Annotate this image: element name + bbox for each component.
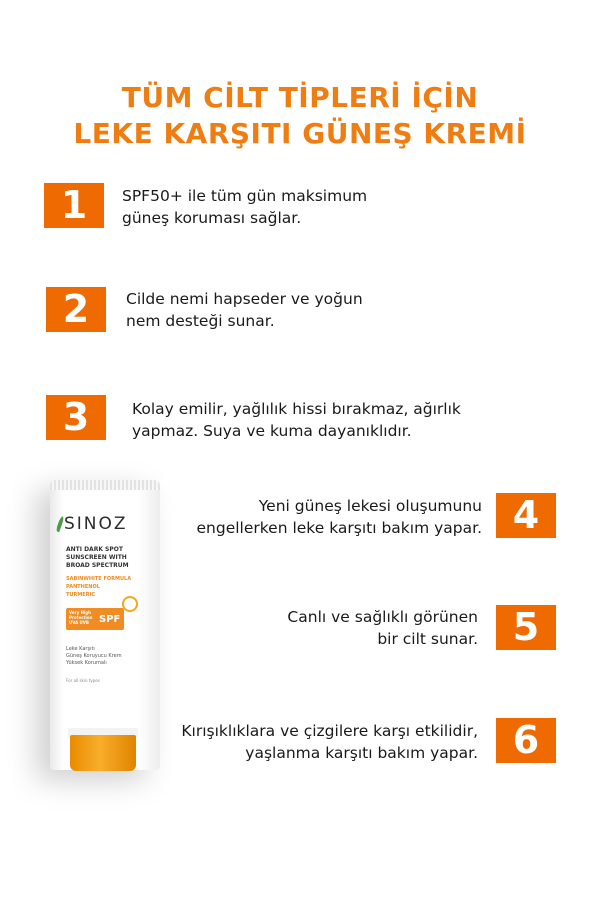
feature-text-1: [122, 185, 367, 229]
feature-5-line-2: bir cilt sunar.: [377, 630, 478, 648]
tube-cap: [70, 735, 136, 771]
feature-6-line-2: yaşlanma karşıtı bakım yapar.: [245, 744, 478, 762]
tube-crimp: [50, 480, 160, 490]
feature-number-badge-1: 1: [44, 183, 104, 228]
feature-text-5: [287, 606, 478, 650]
feature-number-badge-6: 6: [496, 718, 556, 763]
feature-2-line-1: Cilde nemi hapseder ve yoğun: [126, 290, 363, 308]
product-tr-line-1: Leke Karşıtı: [66, 646, 95, 652]
sun-icon: [122, 596, 138, 612]
product-skin-note: For all skin types: [66, 678, 100, 683]
feature-3-line-2: yapmaz. Suya ve kuma dayanıklıdır.: [132, 422, 412, 440]
product-formula-line-2: PANTHENOL: [66, 584, 100, 590]
product-formula-line-3: TURMERIC: [66, 592, 96, 598]
product-tube-image: [50, 480, 160, 770]
product-brand: SINOZ: [64, 514, 128, 534]
feature-text-4: [197, 495, 483, 539]
feature-2-line-2: nem desteği sunar.: [126, 312, 275, 330]
protection-line-2: Protection: [69, 615, 93, 620]
feature-text-3: [132, 398, 461, 442]
feature-number-badge-2: 2: [46, 287, 106, 332]
protection-line-3: UVA UVB: [69, 620, 89, 625]
title-line-2: LEKE KARŞITI GÜNEŞ KREMİ: [73, 117, 527, 150]
feature-4-line-2: engellerken leke karşıtı bakım yapar.: [196, 519, 482, 537]
feature-1-line-1: SPF50+ ile tüm gün maksimum: [122, 187, 368, 205]
spf-value: SPF 50+: [99, 614, 122, 645]
product-desc-line-1: ANTI DARK SPOT: [66, 546, 123, 553]
feature-text-2: [126, 288, 363, 332]
tube-body: [50, 480, 160, 770]
product-formula-line-1: SABINWHITE FORMULA: [66, 576, 132, 582]
spf-protection-text: [69, 610, 99, 625]
feature-text-6: [181, 720, 478, 764]
feature-number-badge-3: 3: [46, 395, 106, 440]
product-tr-line-2: Güneş Koruyucu Krem: [66, 653, 122, 659]
page-title: [0, 80, 600, 152]
feature-number-badge-4: 4: [496, 493, 556, 538]
feature-1-line-2: güneş koruması sağlar.: [122, 209, 302, 227]
product-desc-line-2: SUNSCREEN WITH: [66, 554, 127, 561]
product-desc-line-3: BROAD SPECTRUM: [66, 562, 129, 569]
spf-badge: [66, 608, 124, 645]
feature-6-line-1: Kırışıklıklara ve çizgilere karşı etkilidir,: [181, 722, 478, 740]
feature-3-line-1: Kolay emilir, yağlılık hissi bırakmaz, ağırlık: [132, 400, 461, 418]
product-tr-line-3: Yüksek Korumalı: [66, 660, 107, 666]
protection-line-1: Very High: [69, 610, 91, 615]
title-line-1: TÜM CİLT TİPLERİ İÇİN: [121, 81, 479, 114]
feature-4-line-1: Yeni güneş lekesi oluşumunu: [258, 497, 482, 515]
feature-number-badge-5: 5: [496, 605, 556, 650]
feature-5-line-1: Canlı ve sağlıklı görünen: [287, 608, 478, 626]
